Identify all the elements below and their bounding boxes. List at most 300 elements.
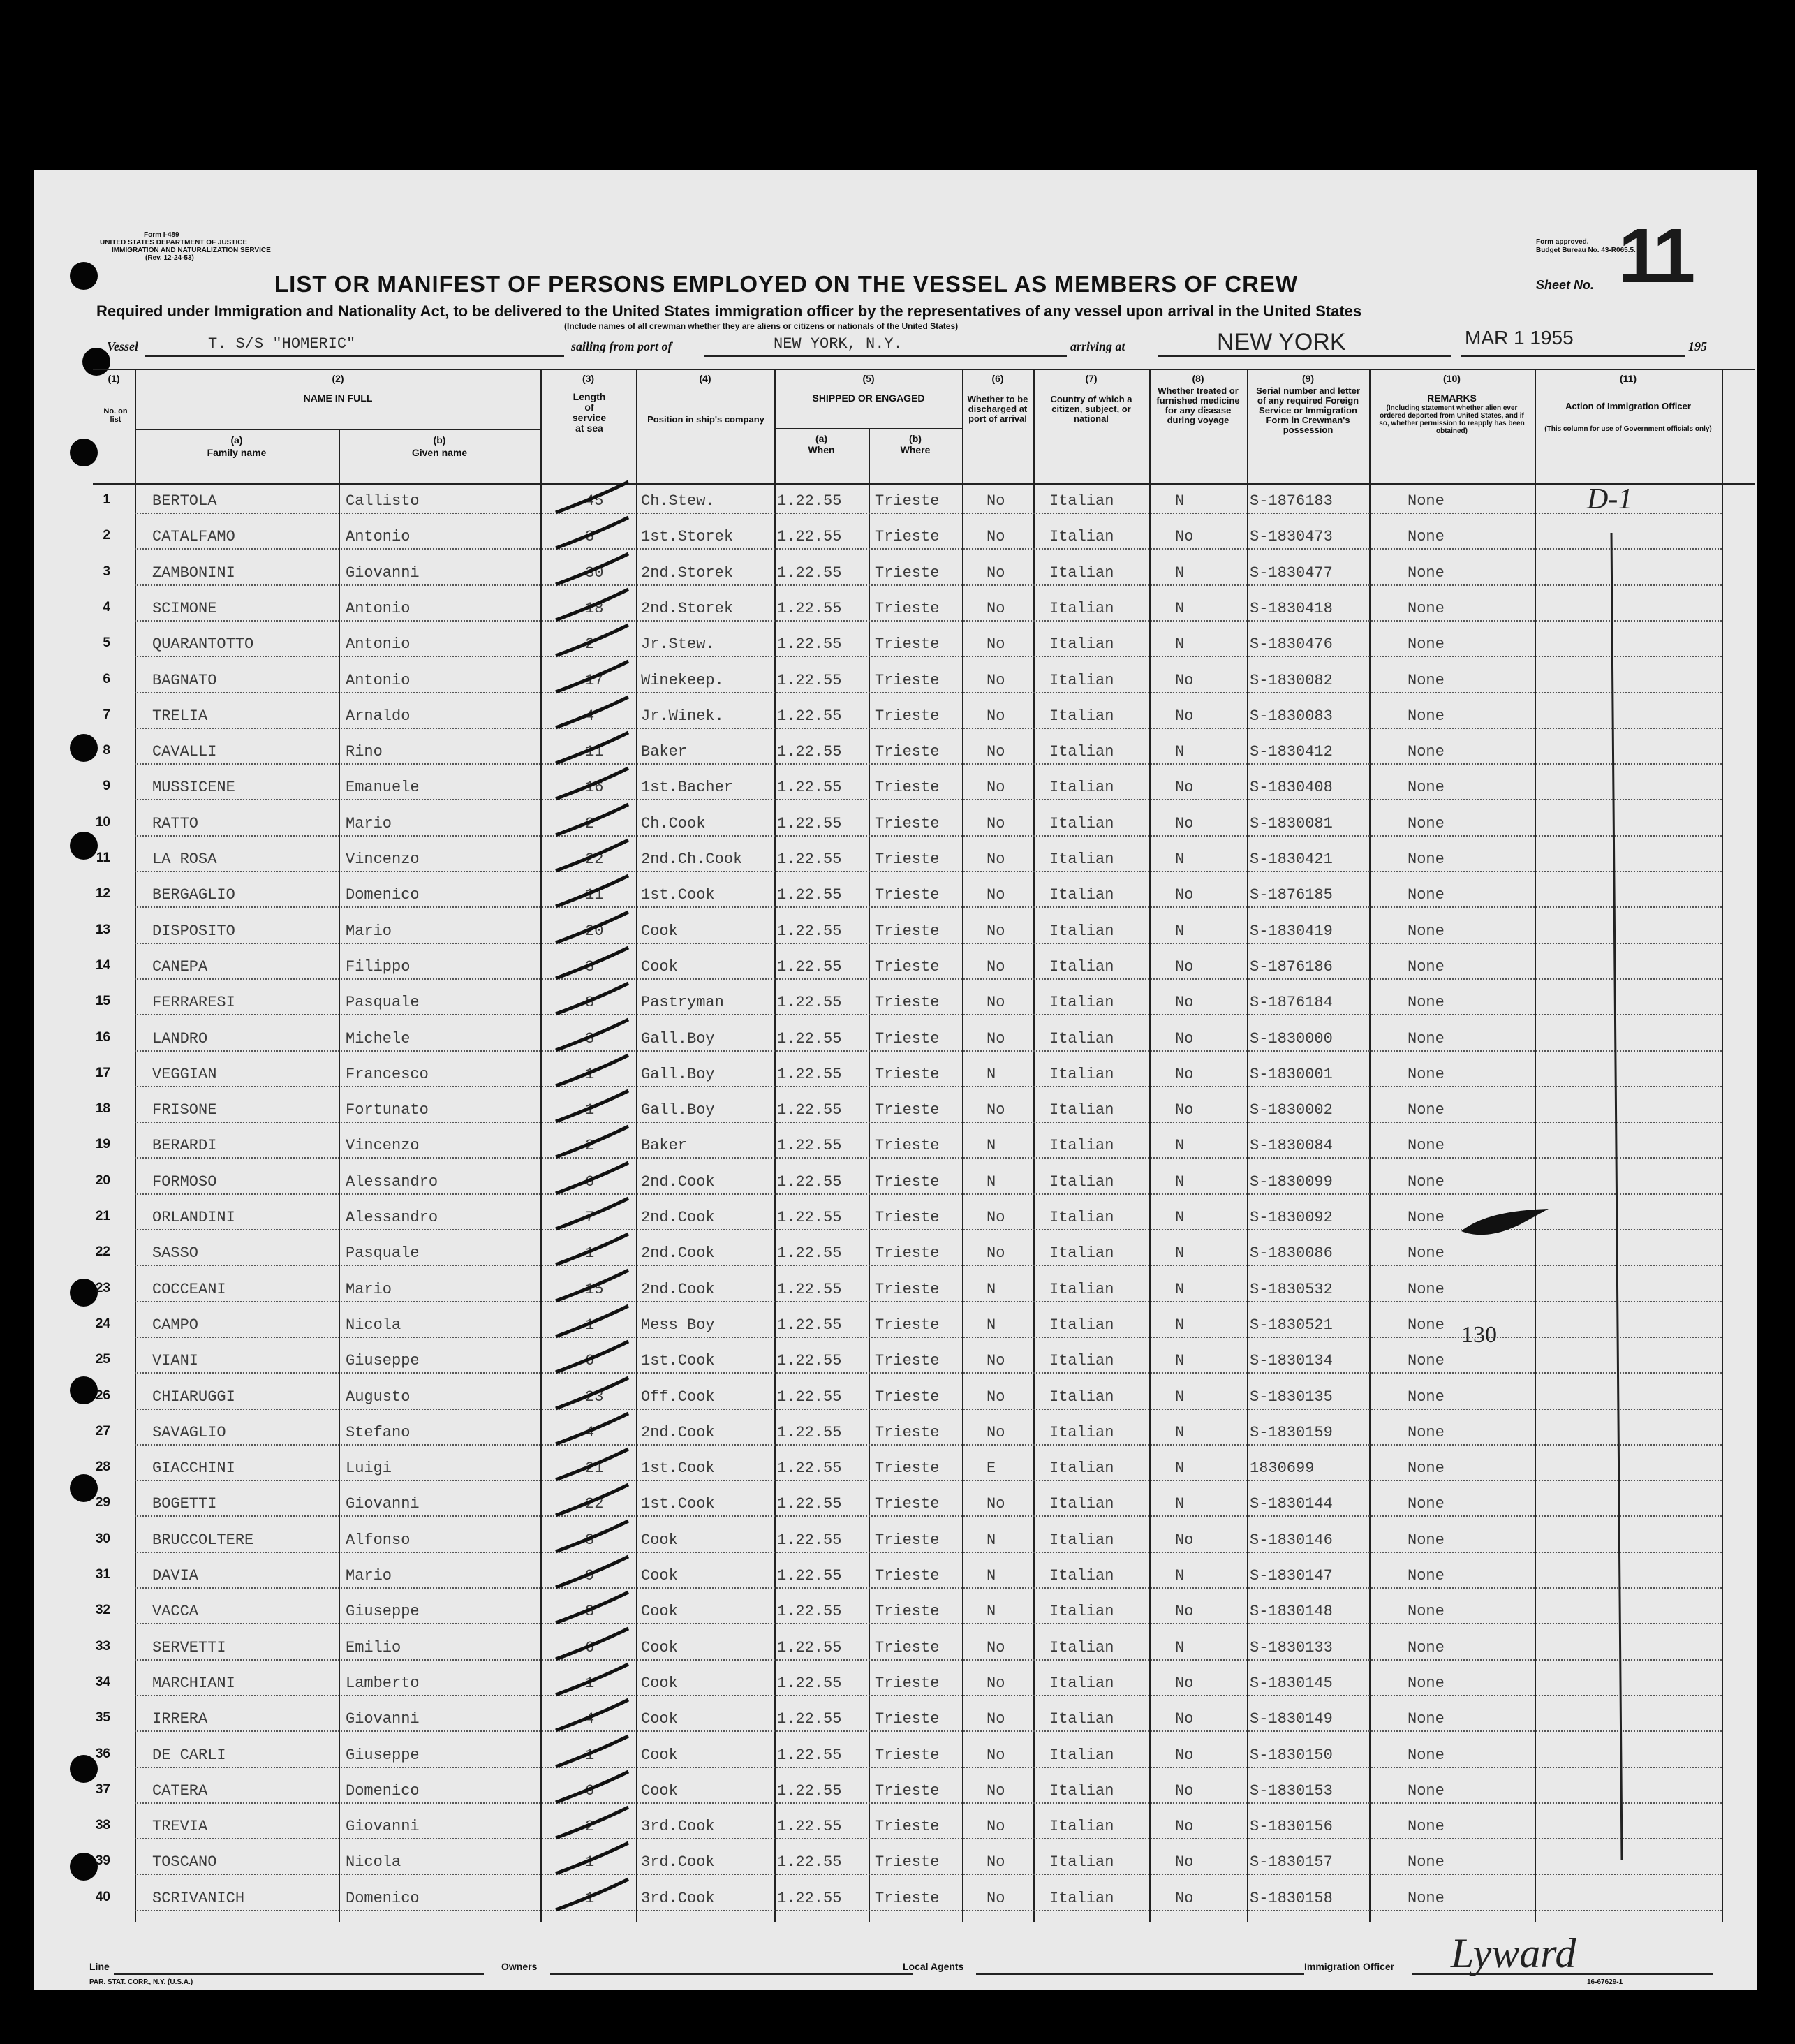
crew-position: 2nd.Cook: [641, 1209, 715, 1226]
crew-discharged: No: [987, 957, 1005, 976]
crew-where: Trieste: [875, 528, 940, 546]
crew-serial: S-1830081: [1250, 814, 1333, 832]
crew-family: SCIMONE: [152, 599, 217, 617]
crew-where: Trieste: [875, 814, 940, 832]
crew-when: 1.22.55: [777, 1029, 842, 1047]
crew-where: Trieste: [875, 1531, 940, 1549]
crew-medicine: No: [1175, 528, 1194, 546]
col2a-label: Family name: [207, 447, 267, 458]
crew-serial: S-1830082: [1250, 671, 1333, 689]
crew-no: 35: [95, 1710, 110, 1726]
crew-medicine: No: [1175, 814, 1194, 832]
crew-given: Antonio: [346, 671, 411, 689]
col2a-number: (a): [230, 434, 243, 446]
crew-discharged: No: [987, 1423, 1005, 1441]
crew-given: Giuseppe: [346, 1352, 420, 1370]
crew-remarks: None: [1408, 851, 1445, 868]
crew-position: Cook: [641, 1746, 678, 1764]
crew-no: 3: [103, 564, 110, 579]
crew-family: SAVAGLIO: [152, 1423, 226, 1441]
crew-when: 1.22.55: [777, 1065, 842, 1083]
crew-position: 1st.Cook: [641, 1460, 715, 1478]
crew-given: Domenico: [346, 886, 420, 904]
crew-remarks: None: [1408, 743, 1445, 761]
crew-medicine: No: [1175, 1853, 1194, 1872]
crew-family: CATERA: [152, 1781, 208, 1800]
crew-country: Italian: [1049, 1567, 1114, 1585]
crew-position: 1st.Cook: [641, 1495, 715, 1513]
crew-serial: S-1830145: [1250, 1674, 1333, 1692]
crew-discharged: N: [987, 1603, 996, 1621]
crew-country: Italian: [1049, 1603, 1114, 1621]
crew-when: 1.22.55: [777, 1495, 842, 1513]
crew-no: 20: [95, 1172, 110, 1188]
crew-position: Cook: [641, 1531, 678, 1549]
crew-where: Trieste: [875, 1460, 940, 1478]
crew-when: 1.22.55: [777, 851, 842, 868]
crew-medicine: N: [1175, 1137, 1185, 1155]
crew-family: CHIARUGGI: [152, 1388, 235, 1406]
crew-medicine: No: [1175, 1818, 1194, 1836]
crew-given: Giuseppe: [346, 1746, 420, 1764]
crew-family: VIANI: [152, 1352, 199, 1370]
crew-service: 8: [585, 994, 595, 1012]
crew-serial: S-1830134: [1250, 1352, 1333, 1370]
table-row: [34, 519, 1757, 554]
crew-given: Rino: [346, 743, 383, 761]
crew-where: Trieste: [875, 671, 940, 689]
crew-discharged: No: [987, 851, 1005, 868]
crew-position: Winekeep.: [641, 671, 724, 689]
crew-country: Italian: [1049, 1889, 1114, 1907]
crew-service: 2: [585, 1137, 595, 1155]
crew-position: Mess Boy: [641, 1316, 715, 1334]
crew-no: 16: [95, 1029, 110, 1045]
crew-when: 1.22.55: [777, 814, 842, 832]
crew-remarks: None: [1408, 1460, 1445, 1478]
crew-family: IRRERA: [152, 1710, 208, 1728]
crew-serial: S-1830408: [1250, 779, 1333, 797]
crew-medicine: No: [1175, 1781, 1194, 1800]
crew-given: Mario: [346, 814, 392, 832]
officer-label: Immigration Officer: [1304, 1961, 1395, 1972]
table-row: [34, 1881, 1757, 1916]
crew-country: Italian: [1049, 1674, 1114, 1692]
crew-service: 2: [585, 1818, 595, 1836]
crew-given: Emilio: [346, 1638, 401, 1656]
col9-label: Serial number and letter of any required Foreign Service or Immigration Form in Crewman's possession: [1256, 385, 1360, 435]
col6-label: Whether to be discharged at port of arrival: [967, 394, 1028, 424]
table-row: [34, 591, 1757, 626]
crew-when: 1.22.55: [777, 957, 842, 976]
check-stroke: [550, 1875, 634, 1917]
col2-number: (2): [332, 373, 344, 384]
sailing-label: sailing from port of: [571, 339, 672, 353]
table-row: [34, 1057, 1757, 1092]
table-row: [34, 1307, 1757, 1343]
table-row: [34, 1164, 1757, 1200]
crew-where: Trieste: [875, 1388, 940, 1406]
include-note: (Include names of all crewman whether they are aliens or citizens or nationals of the United States): [564, 321, 959, 331]
crew-remarks: None: [1408, 1531, 1445, 1549]
crew-discharged: No: [987, 492, 1005, 510]
table-row: [34, 1343, 1757, 1378]
crew-family: TRELIA: [152, 707, 208, 725]
officer-signature: Lyward: [1451, 1930, 1576, 1976]
crew-medicine: N: [1175, 922, 1185, 940]
crew-country: Italian: [1049, 1460, 1114, 1478]
arriving-label: arriving at: [1070, 339, 1125, 353]
crew-when: 1.22.55: [777, 671, 842, 689]
crew-medicine: No: [1175, 1674, 1194, 1692]
service-name: IMMIGRATION AND NATURALIZATION SERVICE: [112, 247, 271, 254]
crew-given: Pasquale: [346, 1244, 420, 1263]
crew-given: Giuseppe: [346, 1603, 420, 1621]
crew-when: 1.22.55: [777, 1244, 842, 1263]
crew-when: 1.22.55: [777, 1818, 842, 1836]
crew-service: 11: [585, 886, 604, 904]
crew-discharged: No: [987, 1101, 1005, 1119]
table-row: [34, 1450, 1757, 1486]
crew-when: 1.22.55: [777, 1460, 842, 1478]
crew-country: Italian: [1049, 1280, 1114, 1298]
crew-no: 19: [95, 1137, 110, 1152]
crew-medicine: N: [1175, 1209, 1185, 1226]
crew-family: DISPOSITO: [152, 922, 235, 940]
crew-family: FERRARESI: [152, 994, 235, 1012]
crew-remarks: None: [1408, 1316, 1445, 1334]
crew-discharged: No: [987, 886, 1005, 904]
crew-remarks: None: [1408, 1710, 1445, 1728]
table-row: [34, 663, 1757, 698]
crew-discharged: No: [987, 922, 1005, 940]
crew-discharged: No: [987, 1674, 1005, 1692]
crew-no: 13: [95, 922, 110, 937]
crew-no: 25: [95, 1352, 110, 1367]
crew-where: Trieste: [875, 1101, 940, 1119]
crew-no: 15: [95, 994, 110, 1009]
crew-given: Nicola: [346, 1853, 401, 1872]
crew-medicine: N: [1175, 599, 1185, 617]
crew-serial: S-1830099: [1250, 1172, 1333, 1191]
crew-family: LA ROSA: [152, 851, 217, 868]
crew-country: Italian: [1049, 1423, 1114, 1441]
crew-country: Italian: [1049, 564, 1114, 582]
crew-service: 1: [585, 1889, 595, 1907]
crew-where: Trieste: [875, 1638, 940, 1656]
crew-country: Italian: [1049, 671, 1114, 689]
col3-number: (3): [582, 373, 595, 384]
crew-family: FRISONE: [152, 1101, 217, 1119]
crew-country: Italian: [1049, 1531, 1114, 1549]
crew-serial: S-1830419: [1250, 922, 1333, 940]
crew-where: Trieste: [875, 1495, 940, 1513]
crew-remarks: None: [1408, 1567, 1445, 1585]
crew-remarks: None: [1408, 1280, 1445, 1298]
crew-given: Domenico: [346, 1889, 420, 1907]
crew-family: SCRIVANICH: [152, 1889, 245, 1907]
crew-when: 1.22.55: [777, 1638, 842, 1656]
crew-medicine: No: [1175, 886, 1194, 904]
table-row: [34, 698, 1757, 734]
crew-where: Trieste: [875, 1029, 940, 1047]
crew-when: 1.22.55: [777, 1781, 842, 1800]
crew-where: Trieste: [875, 599, 940, 617]
crew-when: 1.22.55: [777, 743, 842, 761]
crew-serial: S-1830144: [1250, 1495, 1333, 1513]
crew-discharged: N: [987, 1172, 996, 1191]
crew-position: Gall.Boy: [641, 1101, 715, 1119]
department: UNITED STATES DEPARTMENT OF JUSTICE: [100, 239, 248, 247]
crew-given: Giovanni: [346, 564, 420, 582]
crew-discharged: No: [987, 994, 1005, 1012]
crew-serial: S-1830002: [1250, 1101, 1333, 1119]
crew-country: Italian: [1049, 1065, 1114, 1083]
crew-country: Italian: [1049, 707, 1114, 725]
crew-no: 31: [95, 1567, 110, 1582]
crew-given: Fortunato: [346, 1101, 429, 1119]
crew-no: 1: [103, 492, 110, 507]
count-annotation: 130: [1461, 1322, 1497, 1348]
crew-serial: S-1830147: [1250, 1567, 1333, 1585]
crew-serial: S-1876184: [1250, 994, 1333, 1012]
crew-where: Trieste: [875, 492, 940, 510]
table-row: [34, 1844, 1757, 1880]
crew-service: 6: [585, 1638, 595, 1656]
crew-medicine: N: [1175, 492, 1185, 510]
crew-family: DAVIA: [152, 1567, 199, 1585]
crew-position: 2nd.Cook: [641, 1280, 715, 1298]
crew-remarks: None: [1408, 1818, 1445, 1836]
crew-discharged: N: [987, 1065, 996, 1083]
crew-when: 1.22.55: [777, 922, 842, 940]
crew-where: Trieste: [875, 1280, 940, 1298]
crew-where: Trieste: [875, 779, 940, 797]
crew-position: 2nd.Cook: [641, 1423, 715, 1441]
crew-given: Arnaldo: [346, 707, 411, 725]
col11-number: (11): [1619, 373, 1637, 384]
crew-remarks: None: [1408, 528, 1445, 546]
crew-medicine: N: [1175, 851, 1185, 868]
crew-no: 12: [95, 886, 110, 902]
crew-position: 3rd.Cook: [641, 1853, 715, 1872]
crew-family: SASSO: [152, 1244, 199, 1263]
crew-serial: S-1876185: [1250, 886, 1333, 904]
crew-family: BOGETTI: [152, 1495, 217, 1513]
crew-discharged: No: [987, 1710, 1005, 1728]
crew-given: Domenico: [346, 1781, 420, 1800]
table-row: [34, 734, 1757, 770]
col1-number: (1): [108, 373, 120, 384]
crew-remarks: None: [1408, 1674, 1445, 1692]
crew-given: Filippo: [346, 957, 411, 976]
crew-service: 15: [585, 1280, 604, 1298]
crew-remarks: None: [1408, 886, 1445, 904]
crew-discharged: No: [987, 1495, 1005, 1513]
crew-remarks: None: [1408, 1137, 1445, 1155]
crew-discharged: No: [987, 743, 1005, 761]
port-to: NEW YORK: [1217, 329, 1346, 355]
crew-medicine: N: [1175, 1172, 1185, 1191]
col2b-number: (b): [433, 434, 446, 446]
table-row: [34, 1486, 1757, 1522]
col9-number: (9): [1301, 373, 1315, 384]
crew-when: 1.22.55: [777, 994, 842, 1012]
crew-given: Giovanni: [346, 1818, 420, 1836]
crew-serial: S-1830135: [1250, 1388, 1333, 1406]
crew-discharged: No: [987, 1029, 1005, 1047]
table-row: [34, 949, 1757, 985]
crew-country: Italian: [1049, 528, 1114, 546]
crew-country: Italian: [1049, 1172, 1114, 1191]
crew-family: COCCEANI: [152, 1280, 226, 1298]
crew-where: Trieste: [875, 886, 940, 904]
crew-family: SERVETTI: [152, 1638, 226, 1656]
crew-service: 45: [585, 492, 604, 510]
crew-discharged: No: [987, 1638, 1005, 1656]
crew-medicine: N: [1175, 564, 1185, 582]
crew-service: 6: [585, 1172, 595, 1191]
crew-no: 8: [103, 743, 110, 758]
crew-serial: S-1876183: [1250, 492, 1333, 510]
crew-family: CAMPO: [152, 1316, 199, 1334]
crew-given: Giovanni: [346, 1710, 420, 1728]
crew-given: Vincenzo: [346, 1137, 420, 1155]
crew-position: Cook: [641, 1781, 678, 1800]
crew-position: Cook: [641, 922, 678, 940]
officer-annotation: D-1: [1587, 483, 1633, 515]
crew-family: CANEPA: [152, 957, 208, 976]
crew-when: 1.22.55: [777, 1531, 842, 1549]
crew-no: 40: [95, 1889, 110, 1904]
crew-service: 1: [585, 1746, 595, 1764]
form-code: 16-67629-1: [1587, 1978, 1623, 1986]
crew-service: 6: [585, 1352, 595, 1370]
crew-given: Alfonso: [346, 1531, 411, 1549]
crew-where: Trieste: [875, 707, 940, 725]
crew-position: 2nd.Storek: [641, 564, 734, 582]
crew-country: Italian: [1049, 1638, 1114, 1656]
crew-when: 1.22.55: [777, 1710, 842, 1728]
col2-label: NAME IN FULL: [303, 392, 373, 404]
col8-label: Whether treated or furnished medicine for any disease during voyage: [1156, 385, 1240, 425]
legal-requirement: Required under Immigration and Nationality Act, to be delivered to the United States immigration officer by the representatives of any vessel upon arrival in the United States: [96, 302, 1362, 320]
crew-remarks: None: [1408, 1209, 1445, 1226]
crew-given: Vincenzo: [346, 851, 420, 868]
crew-no: 32: [95, 1603, 110, 1618]
crew-country: Italian: [1049, 1495, 1114, 1513]
crew-discharged: No: [987, 1818, 1005, 1836]
crew-service: 20: [585, 922, 604, 940]
crew-discharged: No: [987, 671, 1005, 689]
crew-when: 1.22.55: [777, 1280, 842, 1298]
crew-serial: S-1876186: [1250, 957, 1333, 976]
table-row: [34, 1630, 1757, 1666]
crew-discharged: No: [987, 1853, 1005, 1872]
crew-family: TOSCANO: [152, 1853, 217, 1872]
crew-family: CATALFAMO: [152, 528, 235, 546]
crew-no: 33: [95, 1638, 110, 1654]
crew-medicine: No: [1175, 779, 1194, 797]
crew-family: DE CARLI: [152, 1746, 226, 1764]
crew-given: Emanuele: [346, 779, 420, 797]
crew-given: Antonio: [346, 635, 411, 654]
crew-serial: S-1830158: [1250, 1889, 1333, 1907]
crew-serial: S-1830159: [1250, 1423, 1333, 1441]
crew-serial: S-1830521: [1250, 1316, 1333, 1334]
crew-service: 17: [585, 671, 604, 689]
crew-remarks: None: [1408, 1352, 1445, 1370]
crew-service: 4: [585, 1423, 595, 1441]
crew-serial: S-1830477: [1250, 564, 1333, 582]
crew-position: 2nd.Storek: [641, 599, 734, 617]
col6-number: (6): [991, 373, 1004, 384]
crew-service: 8: [585, 1531, 595, 1549]
crew-position: 2nd.Ch.Cook: [641, 851, 743, 868]
crew-service: 2: [585, 635, 595, 654]
crew-medicine: N: [1175, 1280, 1185, 1298]
table-row: [34, 1737, 1757, 1773]
table-row: [34, 483, 1757, 519]
crew-no: 11: [96, 851, 110, 865]
ink-smudge: [1458, 1203, 1556, 1245]
crew-family: VACCA: [152, 1603, 199, 1621]
crew-when: 1.22.55: [777, 886, 842, 904]
crew-remarks: None: [1408, 1495, 1445, 1513]
crew-family: FORMOSO: [152, 1172, 217, 1191]
col5a-number: (a): [815, 433, 828, 444]
col2b-label: Given name: [411, 447, 468, 458]
crew-country: Italian: [1049, 922, 1114, 940]
crew-medicine: N: [1175, 1316, 1185, 1334]
crew-no: 21: [95, 1209, 110, 1223]
crew-family: LANDRO: [152, 1029, 208, 1047]
crew-discharged: N: [987, 1567, 996, 1585]
crew-discharged: No: [987, 599, 1005, 617]
crew-where: Trieste: [875, 957, 940, 976]
crew-service: 3: [585, 957, 595, 976]
form-number: Form I-489: [144, 231, 179, 239]
crew-family: QUARANTOTTO: [152, 635, 254, 654]
col11-sub: (This column for use of Government officials only): [1544, 425, 1712, 433]
crew-when: 1.22.55: [777, 1567, 842, 1585]
crew-no: 29: [95, 1495, 110, 1510]
crew-discharged: N: [987, 1137, 996, 1155]
crew-family: GIACCHINI: [152, 1460, 235, 1478]
crew-position: Gall.Boy: [641, 1029, 715, 1047]
crew-position: Cook: [641, 957, 678, 976]
crew-country: Italian: [1049, 814, 1114, 832]
crew-no: 10: [95, 814, 110, 830]
crew-family: BAGNATO: [152, 671, 217, 689]
crew-service: 6: [585, 1781, 595, 1800]
crew-family: MARCHIANI: [152, 1674, 235, 1692]
crew-medicine: No: [1175, 707, 1194, 725]
table-row: [34, 1415, 1757, 1450]
crew-medicine: No: [1175, 1065, 1194, 1083]
table-row: [34, 555, 1757, 591]
crew-discharged: No: [987, 779, 1005, 797]
table-row: [34, 1773, 1757, 1809]
crew-where: Trieste: [875, 1423, 940, 1441]
crew-family: BRUCCOLTERE: [152, 1531, 254, 1549]
table-row: [34, 1522, 1757, 1558]
table-row: [34, 1379, 1757, 1415]
crew-country: Italian: [1049, 851, 1114, 868]
vessel-label: Vessel: [107, 339, 138, 353]
crew-where: Trieste: [875, 564, 940, 582]
crew-where: Trieste: [875, 1567, 940, 1585]
